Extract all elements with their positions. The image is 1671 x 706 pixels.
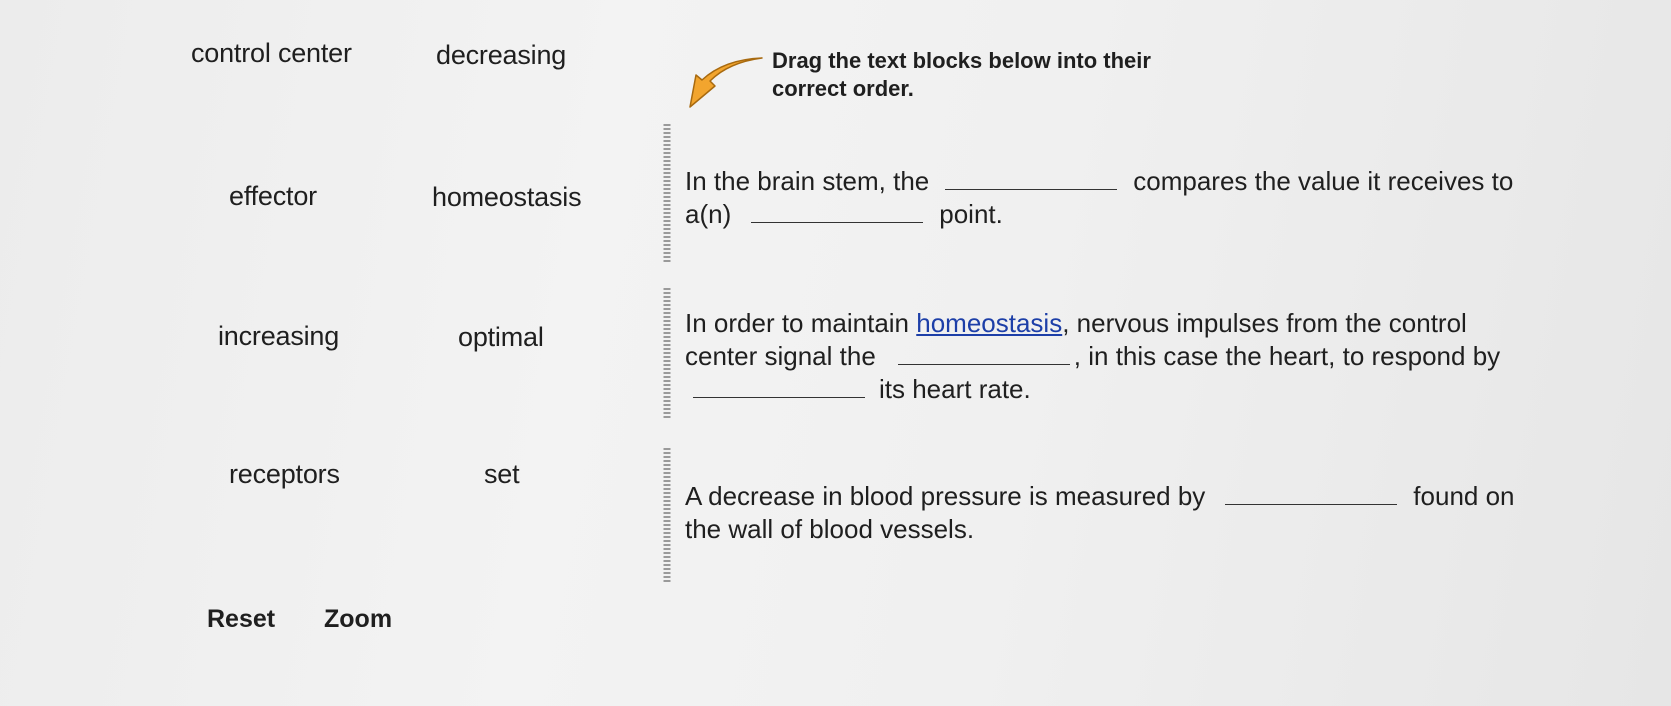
pointer-arrow-icon [684, 55, 764, 113]
sentence-text: its heart rate. [879, 374, 1031, 404]
word-tile-control-center[interactable]: control center [191, 38, 352, 68]
homeostasis-link[interactable]: homeostasis [916, 308, 1063, 338]
word-tile-decreasing[interactable]: decreasing [436, 40, 567, 70]
answer-blank[interactable] [945, 167, 1117, 190]
sentence-text: A decrease in blood pressure is measured by [685, 481, 1206, 511]
sentence-text: In the brain stem, the [685, 166, 930, 196]
word-tile-optimal[interactable]: optimal [458, 322, 544, 352]
instruction-line-1: Drag the text blocks below into their [772, 48, 1151, 73]
sentence-text: compares the value it receives to [1133, 166, 1514, 196]
word-tile-increasing[interactable]: increasing [218, 321, 340, 351]
sentence-text: In order to maintain [685, 308, 910, 338]
sentence-text: a(n) [685, 199, 732, 229]
answer-blank[interactable] [693, 375, 865, 398]
drag-handle-2[interactable] [660, 288, 674, 420]
drag-handle-3[interactable] [660, 448, 674, 584]
sentence-text: the wall of blood vessels. [685, 514, 975, 544]
sentence-text: center signal the [685, 341, 876, 371]
sentence-text: , in this case the heart, to respond by [1073, 341, 1501, 371]
word-tile-homeostasis[interactable]: homeostasis [432, 182, 582, 212]
sentence-text: point. [939, 199, 1003, 229]
sentence-block-3[interactable] [685, 480, 1515, 546]
instruction-line-2: correct order. [772, 76, 914, 101]
answer-blank[interactable] [898, 342, 1070, 365]
sentence-block-1[interactable] [685, 165, 1513, 231]
word-tile-effector[interactable]: effector [229, 181, 317, 211]
answer-blank[interactable] [1225, 482, 1397, 505]
drag-handle-1[interactable] [660, 124, 674, 264]
sentence-block-2[interactable] [685, 307, 1500, 406]
answer-blank[interactable] [751, 200, 923, 223]
reset-button[interactable]: Reset [207, 605, 276, 633]
word-tile-receptors[interactable]: receptors [229, 459, 340, 489]
zoom-button[interactable]: Zoom [324, 605, 393, 633]
sentence-text: , nervous impulses from the control [1062, 308, 1467, 338]
sentence-text: found on [1413, 481, 1515, 511]
instruction-text [772, 47, 1192, 103]
word-tile-set[interactable]: set [484, 459, 520, 489]
